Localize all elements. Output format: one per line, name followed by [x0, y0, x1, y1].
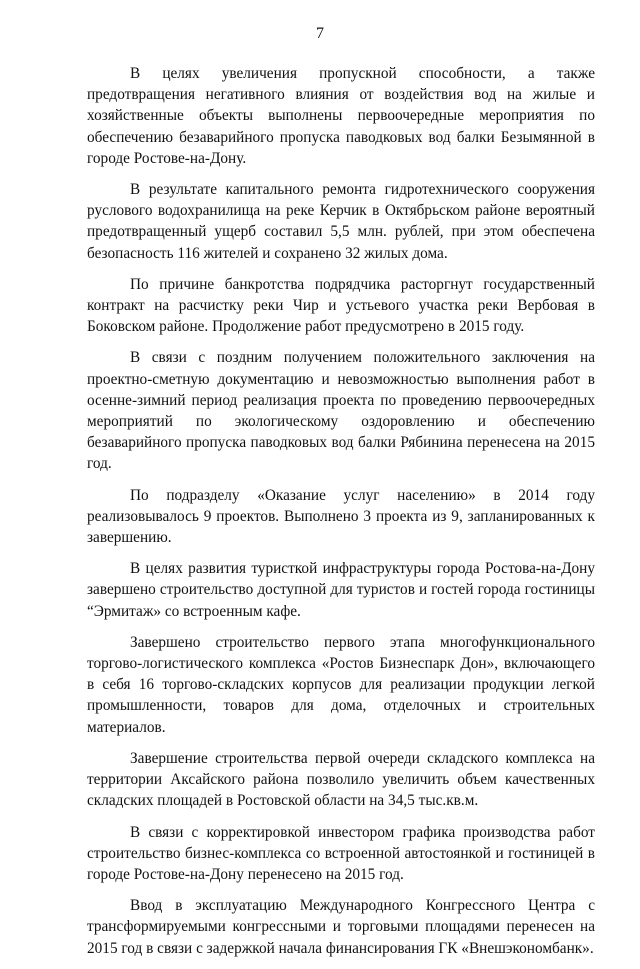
paragraph: В целях увеличения пропускной способности, а также предотвращения негативного влияния от воздействия вод на жилые и хозяйственные объекты выполнены первоочередные мероприятия по обеспечению безаварийного пропуска паводковых вод балки Безымянной в городе Ростове-на-Дону. — [87, 65, 595, 167]
paragraph: В целях развития туристкой инфраструктуры города Ростова-на-Дону завершено строительство доступной для туристов и гостей города гостиницы “Эрмитаж» со встроенным кафе. — [87, 560, 595, 620]
document-body — [87, 63, 595, 969]
paragraph: По причине банкротства подрядчика расторгнут государственный контракт на расчистку реки Чир и устьевого участка реки Вербовая в Боковском районе. Продолжение работ предусмотрено в 2015 году. — [87, 275, 595, 336]
paragraph: По подразделу «Оказание услуг населению» в 2014 году реализовывалось 9 проектов. Выполнено 3 проекта из 9, запланированных к завершению. — [87, 486, 595, 547]
paragraph: В результате капитального ремонта гидротехнического сооружения руслового водохранилища на реке Керчик в Октябрьском районе вероятный предотвращенный ущерб составил 5,5 млн. рублей, при этом обеспечена безопасность 116 жителей и сохранено 32 жилых дома. — [87, 181, 595, 262]
paragraph: В связи с корректировкой инвестором графика производства работ строительство бизнес-комплекса со встроенной автостоянкой и гостиницей в городе Ростове-на-Дону перенесено на 2015 год. — [87, 823, 595, 883]
paragraph: Завершение строительства первой очереди складского комплекса на территории Аксайского района позволило увеличить объем качественных складских площадей в Ростовской области на 34,5 тыс.кв.м. — [87, 749, 595, 810]
page-number: 7 — [316, 25, 324, 42]
paragraph: В связи с поздним получением положительного заключения на проектно-сметную документацию и невозможностью выполнения работ в осенне-зимний период реализация проекта по проведению первоочередных мероприятий по экологическому оздоровлению и обеспечению безаварийного пропуска паводковых вод балки Рябинина перенесена на 2015 год. — [87, 349, 595, 473]
paragraph: Завершено строительство первого этапа многофункционального торгово-логистического комплекса «Ростов Бизнеспарк Дон», включающего в себя 16 торгово-складских корпусов для реализации продукции легкой промышленности, товаров для дома, отделочных и строительных материалов. — [87, 633, 595, 736]
paragraph: Ввод в эксплуатацию Международного Конгрессного Центра с трансформируемыми конгрессными и торговыми площадями перенесен на 2015 год в связи с задержкой начала финансирования ГК «Внешэкономбанк». — [87, 897, 595, 957]
